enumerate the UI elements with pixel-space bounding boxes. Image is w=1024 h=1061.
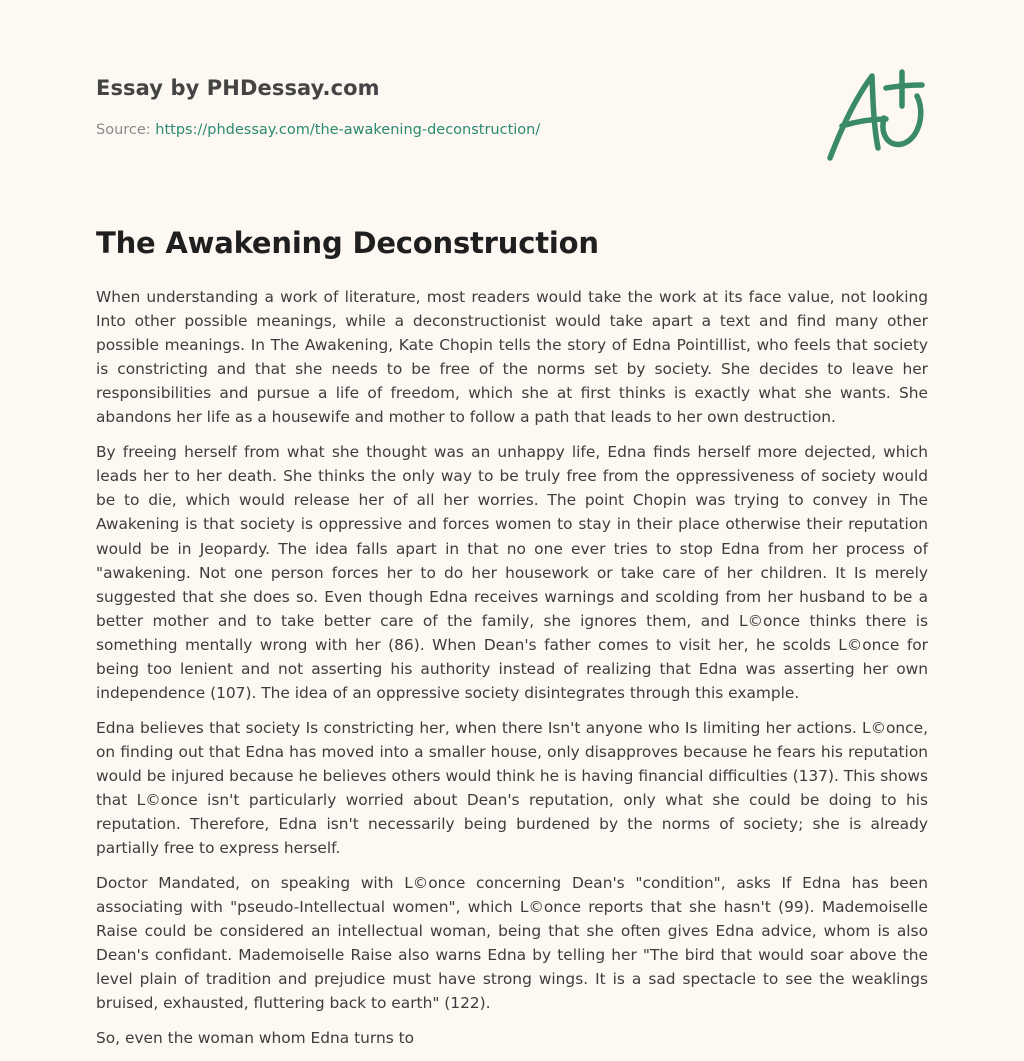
source-link[interactable]: https://phdessay.com/the-awakening-deconstruction/ [155,122,541,138]
essay-body [96,285,928,1061]
a-letter-stroke [830,76,878,158]
essay-paragraph: By freeing herself from what she thought was an unhappy life, Edna finds herself more dejected, which leads her to her death. She thinks the only way to be truly free from the oppressiveness of society would be to die, which would release her of all her worries. The point Chopin was trying to convey in The Awakening is that society is oppressive and forces women to stay in their place otherwise their reputation would be in Jeopardy. The idea falls apart in that no one ever tries to stop Edna from her process of "awakening. Not one person forces her to do her housework or take care of her children. It Is merely suggested that she does so. Even though Edna receives warnings and scolding from her husband to be a better mother and to take better care of the family, she ignores them, and L©once thinks there is something mentally wrong with her (86). When Dean's father comes to visit her, he scolds L©once for being too lenient and not asserting his authority instead of realizing that Edna was asserting her own independence (107). The idea of an oppressive society disintegrates through this example. [96,443,928,703]
essay-paragraph: So, even the woman whom Edna turns to [96,1029,415,1048]
essay-paragraph: Doctor Mandated, on speaking with L©once concerning Dean's "condition", asks If Edna has been associating with "pseudo-Intellectual women", which L©once reports that she hasn't (99). Mademoiselle Raise could be considered an intellectual woman, being that she often gives Edna advice, whom is also Dean's confidant. Mademoiselle Raise also warns Edna by telling her "The bird that would soar above the level plain of tradition and prejudice must have strong wings. It is a sad spectacle to see the weaklings bruised, exhausted, fluttering back to earth" (122). [96,873,928,1013]
a-plus-logo-svg [822,66,930,166]
essay-paragraph: Edna believes that society Is constricting her, when there Isn't anyone who Is limiting her actions. L©once, on finding out that Edna has moved into a smaller house, only disapproves because he fears his reputation would be injured because he believes others would think he is having financial difficulties (137). This shows that L©once isn't particularly worried about Dean's reputation, only what she could be doing to his reputation. Therefore, Edna isn't necessarily being burdened by the norms of society; she is already partially free to express herself. [96,718,928,858]
essay-paragraph: When understanding a work of literature, most readers would take the work at its face value, not looking Into other possible meanings, while a deconstructionist would take apart a text and find many other possible meanings. In The Awakening, Kate Chopin tells the story of Edna Pointillist, who feels that society is constricting and that she needs to be free of the norms set by society. She decides to leave her responsibilities and pursue a life of freedom, which she at first thinks is exactly what she wants. She abandons her life as a housewife and mother to follow a path that leads to her own destruction. [96,288,928,427]
site-brand: Essay by PHDessay.com [96,76,380,100]
page-header [96,76,796,138]
plus-horizontal-stroke [886,85,922,88]
essay-title: The Awakening Deconstruction [96,226,599,260]
a-plus-grade-icon [822,66,930,166]
source-label: Source: [96,122,156,138]
source-line [96,122,796,138]
